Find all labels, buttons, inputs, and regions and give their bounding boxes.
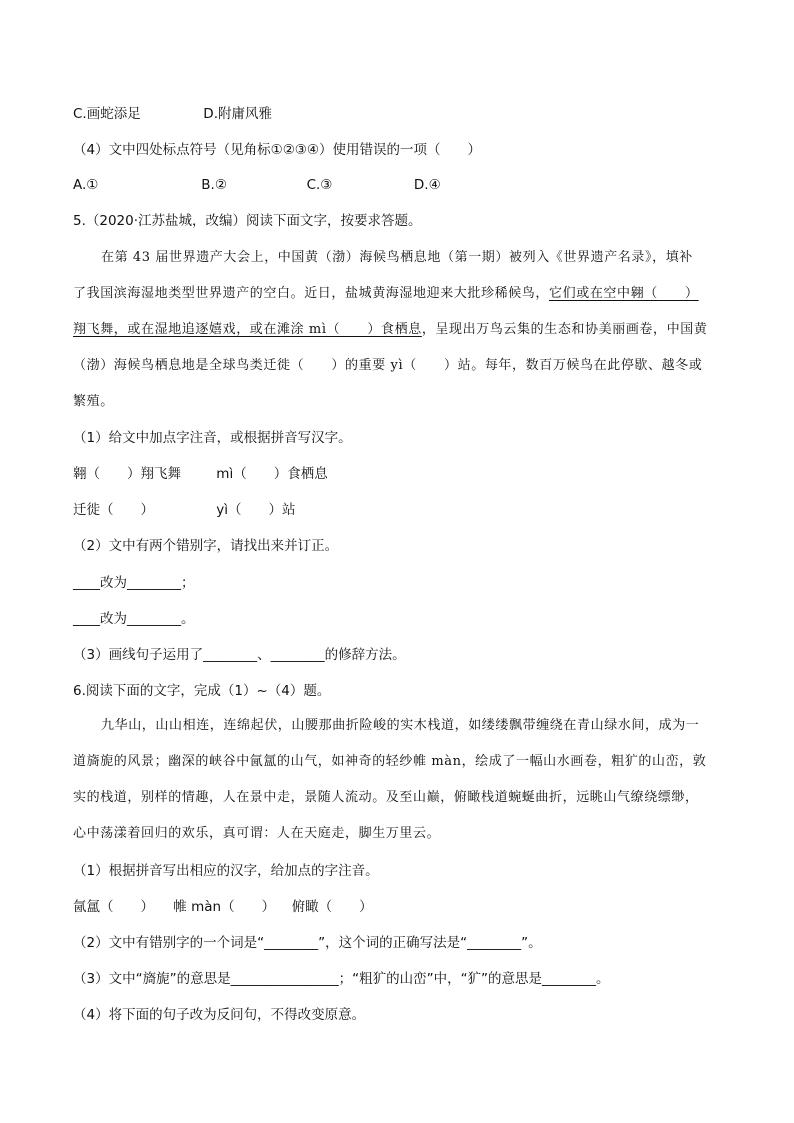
- question-6-2: （2）文中有错别字的一个词是“________”，这个词的正确写法是“________”。: [73, 935, 542, 951]
- passage-line: 在第 43 届世界遗产大会上，中国黄（渤）海候鸟栖息地（第一期）被列入《世界遗产名录》，填补: [101, 250, 693, 265]
- passage-line: [73, 284, 699, 304]
- answer-line: ____改为________。: [73, 611, 195, 627]
- passage-line: 道旖旎的风景；幽深的峡谷中氤氲的山气，如神奇的轻纱帷 màn，绘成了一幅山水画卷，粗犷的山峦，敦: [73, 754, 707, 769]
- option-d: D.附庸风雅: [203, 106, 272, 122]
- passage-line: [73, 320, 707, 340]
- answer-item: 迁徙（ ）: [73, 502, 154, 518]
- answer-item: 氤氲（ ）: [73, 899, 154, 915]
- option-row: [73, 104, 272, 124]
- question-5-2: （2）文中有两个错别字，请找出来并订正。: [73, 538, 339, 554]
- answer-item: 翱（ ）翔飞舞: [73, 466, 181, 482]
- passage-line: 实的栈道，别样的情趣，人在景中走，景随人流动。及至山巅，俯瞰栈道蜿蜒曲折，远眺山气缭绕缥缈，: [73, 790, 699, 805]
- option-b: B.②: [201, 177, 227, 193]
- underlined-sentence: 它们或在空中翱（ ）: [549, 286, 699, 301]
- question-6-4: （4）将下面的句子改为反问句，不得改变原意。: [73, 1007, 366, 1023]
- answer-item: yì（ ）站: [216, 502, 296, 518]
- passage-text: 了我国滨海湿地类型世界遗产的空白。近日，盐城黄海湿地迎来大批珍稀候鸟，: [73, 286, 550, 301]
- option-row: [73, 175, 441, 195]
- answer-row: [73, 897, 373, 917]
- answer-row: [73, 500, 296, 520]
- question-5-1: （1）给文中加点字注音，或根据拼音写汉字。: [73, 430, 352, 446]
- underlined-sentence: 翔飞舞，或在湿地追逐嬉戏，或在滩涂 mì（ ）食栖息: [73, 322, 422, 337]
- answer-item: mì（ ）食栖息: [216, 466, 328, 482]
- option-d: D.④: [413, 177, 441, 193]
- question-6-3: （3）文中“旖旎”的意思是________________；“粗犷的山峦”中，“犷”的意思是________。: [73, 971, 610, 987]
- answer-item: 俯瞰（ ）: [291, 899, 373, 915]
- answer-line: ____改为________；: [73, 575, 195, 591]
- passage-line: 九华山，山山相连，连绵起伏，山腰那曲折险峻的实木栈道，如缕缕飘带缠绕在青山绿水间，成为一: [101, 718, 700, 733]
- question-5-title: 5.（2020·江苏盐城，改编）阅读下面文字，按要求答题。: [73, 213, 422, 229]
- option-c: C.画蛇添足: [73, 106, 141, 122]
- question-6-1: （1）根据拼音写出相应的汉字，给加点的字注音。: [73, 863, 379, 879]
- passage-line: （渤）海候鸟栖息地是全球鸟类迁徙（ ）的重要 yì（ ）站。每年，数百万候鸟在此停歇、越冬或: [73, 358, 703, 373]
- question-4-4: （4）文中四处标点符号（见角标①②③④）使用错误的一项（ ）: [73, 142, 481, 158]
- option-c: C.③: [306, 177, 333, 193]
- passage-text: ，呈现出万鸟云集的生态和协美丽画卷，中国黄: [421, 322, 708, 337]
- question-6-title: 6.阅读下面的文字，完成（1）~（4）题。: [73, 683, 331, 699]
- passage-line: 心中荡漾着回归的欢乐，真可谓：人在天庭走，脚生万里云。: [73, 826, 441, 841]
- question-5-3: （3）画线句子运用了________、________的修辞方法。: [73, 647, 406, 663]
- option-a: A.①: [73, 177, 99, 193]
- answer-row: [73, 464, 328, 484]
- answer-item: 帷 màn（ ）: [173, 899, 276, 915]
- passage-line: 繁殖。: [73, 394, 114, 409]
